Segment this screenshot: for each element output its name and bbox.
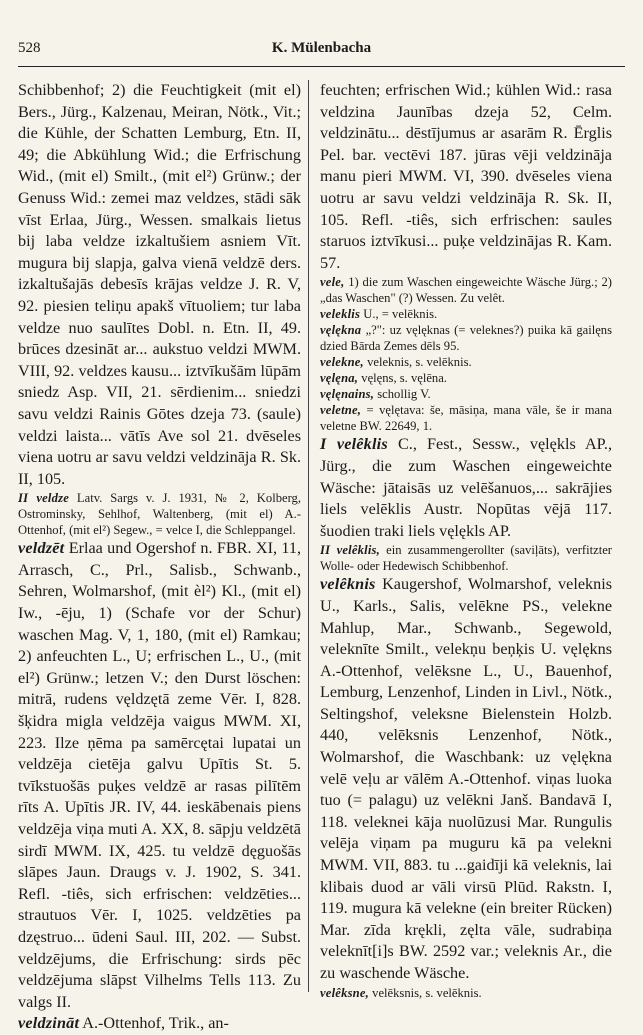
right-column [320,80,612,1001]
page-header [18,40,625,64]
header-rule [18,66,625,67]
dictionary-entry: velêknis Kaugershof, Wolmarshof, veleknis U., Karls., Salis, velēkne PS., velekne Mahlup, Mar., Schwanb., Segewold, veleknīte Smilt., velekņu beņķis U. vęlękns A.-Ottenhof, velēksne L., U., Bauenhof, Lemburg, Lenzenhof, Linden in Livl., Nötk., Seltingshof, veleksne Bielenstein Holzb. 440, velēksnis Lenzenhof, Nötk., Wolmarshof, die Waschbank: uz vęlękna velē veļu ar vālēm A.-Ottenhof. viņas luoka tuo (= palagu) uz velēkni Janš. Bandavā I, 118. veleknei kāja nuolūzusi Mar. Rungulis velēja viņam pa muguru kā pa velekni MWM. VII, 883. tu ...gaidīji kā veleknis, lai klibais duod ar vāli virsū Plūd. Rakstn. I, 119. mugura kā velekne (ein breiter Rücken) Mar. zīda krękli, zęlta vāle, sudrabiņa veleknīt[i]s BW. 2592 var.; veleknis Ar., die zu waschende Wäsche. [320,575,612,982]
dictionary-entry: veldzināt A.-Ottenhof, Trik., an- [18,1014,229,1033]
dictionary-entry: vęlęna, vęlęns, s. vęlēna. [320,371,447,386]
dictionary-entry: II velêklis, ein zusammengerollter (saviļāts), verfitzter Wolle- oder Hedewisch Schibbenhof. [320,543,612,574]
dictionary-entry: vęlękna „?": uz vęlęknas (= veleknes?) puika kā gailęns dzied Bārda Zemes dēls 95. [320,323,612,354]
dictionary-entry: veleklis U., = velēknis. [320,307,438,322]
dictionary-entry: vęlęnains, schollig V. [320,387,431,402]
dictionary-entry: veletne, = vęlętava: še, māsiņa, mana vāle, še ir mana veletne BW. 22649, 1. [320,403,612,434]
dictionary-entry: velêksne, velēksnis, s. velēknis. [320,985,482,1000]
dictionary-entry: velekne, veleknis, s. velēknis. [320,355,472,370]
dictionary-entry: vele, 1) die zum Waschen eingeweichte Wäsche Jürg.; 2) „das Waschen" (?) Wessen. Zu velêt. [320,275,612,306]
column-divider [308,80,309,992]
dictionary-entry: I velêklis C., Fest., Sessw., vęlękls AP., Jürg., die zum Waschen eingeweichte Wäsche: jātaisās uz velēšanuos,... sakrājies liels velēklis Austr. Nopūtas vējā 117. šuodien traki liels vęlękls AP. [320,435,612,540]
dictionary-entry: feuchten; erfrischen Wid.; kühlen Wid.: rasa veldzina Jaunības dzeja 52, Celm. veldzinātu... dēstījumus ar asarām R. Ērglis Pel. bar. vectēvi 187. jūras vēji veldzināja manu pieri MWM. VI, 390. dvēseles viena uotru ar savu veldzi veldzināja R. Sk. II, 105. Refl. -tiês, sich erfrischen: saules staruos iztvīkusi... puķe veldzinājas R. Kam. 57. [320,81,612,272]
left-column [18,80,301,1035]
dictionary-entry: Schibbenhof; 2) die Feuchtigkeit (mit el) Bers., Jürg., Kalzenau, Meiran, Nötk., Vit.; die Kühle, der Schatten Lemburg, Etn. II, 49; die Abkühlung Wid.; die Erfrischung Wid., (mit el) Smilt., (mit el²) Grünw.; der Genuss Wid.: zemei maz veldzes, stādi sāk vīst Erlaa, Jürg., Wessen. smalkais lietus bij laba veldze izkaltušiem asniem Vīt. mugura bij slapja, galva vienā veldzē ders. izkaltušajās debesīs krājas veldze J. R. V, 92. piesien teliņu apakš vītuoliem; tur laba veldze nuo saulītes Dobl. n. Etn. II, 49. brūces dzesināt ar... aukstuo veldzi MWM. VIII, 92. veldzes kausu... iztvīkušām lūpām sniedz Asp. VII, 21. sērdienim... sniedzi savu veldzi Rainis Gōtes dzeja 73. (saule) veldzi laista... vātīs Ave sol 21. dvēseles viena uotru ar savu veldzi veldzināja R. Sk. II, 105. [18,81,301,488]
running-title: K. Mülenbacha [271,40,372,56]
dictionary-entry: II veldze Latv. Sargs v. J. 1931, № 2, Kolberg, Ostrominsky, Sehlhof, Waltenberg, (mit el) A.-Ottenhof, (mit el²) Segew., = velce I, die Schleppangel. [18,491,301,538]
page-number: 528 [18,40,41,56]
dictionary-entry: veldzēt Erlaa und Ogershof n. FBR. XI, 11, Arrasch, C., Prl., Salisb., Schwanb., Sehren, Wolmarshof, (mit èl²) Kl., (mit el) Iw., -ēju, 1) (Schafe vor der Schur) waschen Mag. V, 1, 180, (mit el) Ramkau; 2) anfeuchten L., U; erfrischen L., U., (mit el²) Grünw.; letzen V.; den Durst löschen: mitrā, rudens vęldzętā zeme Vēr. I, 828. šķidra migla veldzēja vaigus MWM. XI, 223. Ilze ņēma pa samērcętai lupatai un veldzēja cietēja galvu Upītis St. 5. tvīkstuošās puķes veldzē ar rasas pilītēm rīts A. Upītis JR. IV, 44. ieskābenais piens veldzēja viņa muti A. XX, 8. sāpju veldzētā sirdī MWM. IX, 425. tu veldzē dęguošās slāpes Jaun. Draugs v. J. 1902, S. 341. Refl. -tiês, sich erfrischen: veldzēties... strautuos Vēr. I, 1025. veldzēties pa dzęstruo... ūdeni Saul. III, 202. — Subst. veldzējums, die Erfrischung: sirds pēc veldzējuma slāpst Vilhelms Tells 113. Zu valgs II. [18,539,301,1011]
